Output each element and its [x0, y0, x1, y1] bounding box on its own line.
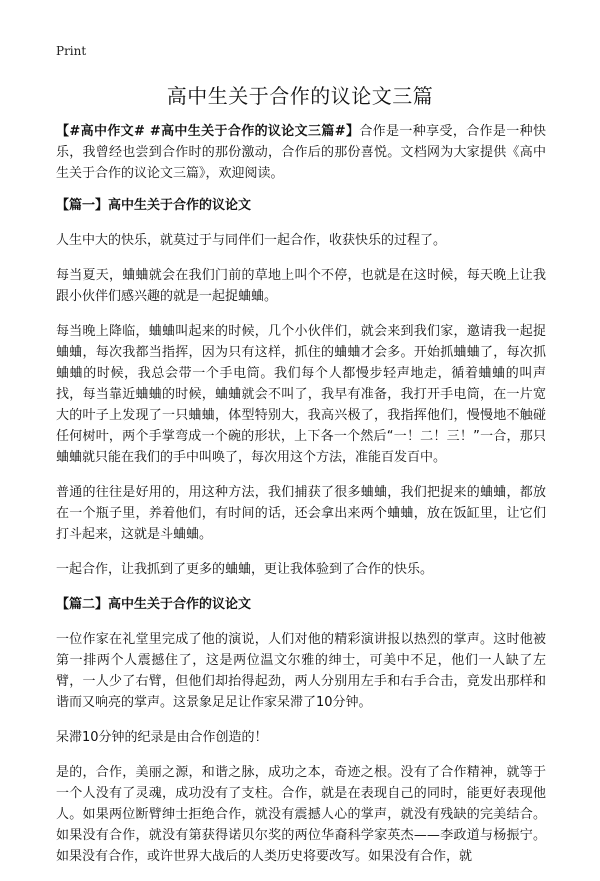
- intro-tag: 【#高中作文# #高中生关于合作的议论文三篇#】: [56, 124, 360, 139]
- article-body: [56, 121, 546, 881]
- intro-text: 合作是一种享受，合作是一种快乐，我曾经也尝到合作时的那份激动，合作后的那份喜悦。文档网为大家提供《高中生关于合作的议论文三篇》，欢迎阅读。: [56, 124, 546, 181]
- paragraph: 每当夏天，蛐蛐就会在我们门前的草地上叫个不停，也就是在这时候，每天晚上让我跟小伙伴们感兴趣的就是一起捉蛐蛐。: [56, 268, 546, 304]
- print-link[interactable]: Print: [56, 44, 87, 58]
- section-heading-1: 【篇一】高中生关于合作的议论文: [56, 198, 252, 213]
- section-heading-2: 【篇二】高中生关于合作的议论文: [56, 597, 252, 612]
- paragraph: 是的，合作，美丽之源，和谐之脉，成功之本，奇迹之根。没有了合作精神，就等于一个人没有了灵魂，成功没有了支柱。合作，就是在表现自己的同时，能更好表现他人。如果两位断臂绅士拒绝合作，就没有震撼人心的掌声，就没有残缺的完美结合。如果没有合作，就没有第获得诺贝尔奖的两位华裔科学家英杰——李政道与杨振宁。如果没有合作，或许世界大战后的人类历史将要改写。如果没有合作，就: [56, 765, 546, 864]
- paragraph: 每当晚上降临，蛐蛐叫起来的时候，几个小伙伴们，就会来到我们家，邀请我一起捉蛐蛐，每次我都当指挥，因为只有这样，抓住的蛐蛐才会多。开始抓蛐蛐了，每次抓蛐蛐的时候，我总会带一个手电筒。我们每个人都慢步轻声地走，循着蛐蛐的叫声找，每当靠近蛐蛐的时候，蛐蛐就会不叫了，我早有准备，我打开手电筒，在一片宽大的叶子上发现了一只蛐蛐，体型特别大，我高兴极了，我指挥他们，慢慢地不触碰任何树叶，两个手掌弯成一个碗的形状，上下各一个然后“一！二！三！”一合，那只蛐蛐就只能在我们的手中叫唤了，每次用这个方法，准能百发百中。: [56, 324, 546, 465]
- paragraph: 一起合作，让我抓到了更多的蛐蛐，更让我体验到了合作的快乐。: [56, 562, 434, 577]
- paragraph: 呆滞10分钟的纪录是由合作创造的！: [56, 730, 268, 745]
- intro-paragraph: [56, 121, 546, 184]
- paragraph: 人生中大的快乐，就莫过于与同伴们一起合作，收获快乐的过程了。: [56, 233, 447, 248]
- paragraph: 普通的往往是好用的，用这种方法，我们捕获了很多蛐蛐，我们把捉来的蛐蛐，都放在一个瓶子里，养着他们，有时间的话，还会拿出来两个蛐蛐，放在饭缸里，让它们打斗起来，这就是斗蛐蛐。: [56, 485, 546, 542]
- paragraph: 一位作家在礼堂里完成了他的演说，人们对他的精彩演讲报以热烈的掌声。这时他被第一排两个人震撼住了，这是两位温文尔雅的绅士，可美中不足，他们一人缺了左臂，一人少了右臂，但他们却抬得起劲，两人分别用左手和右手合击，竟发出那样和谐而又响亮的掌声。这景象足足让作家呆滞了10分钟。: [56, 632, 546, 710]
- page-title: 高中生关于合作的议论文三篇: [166, 84, 434, 108]
